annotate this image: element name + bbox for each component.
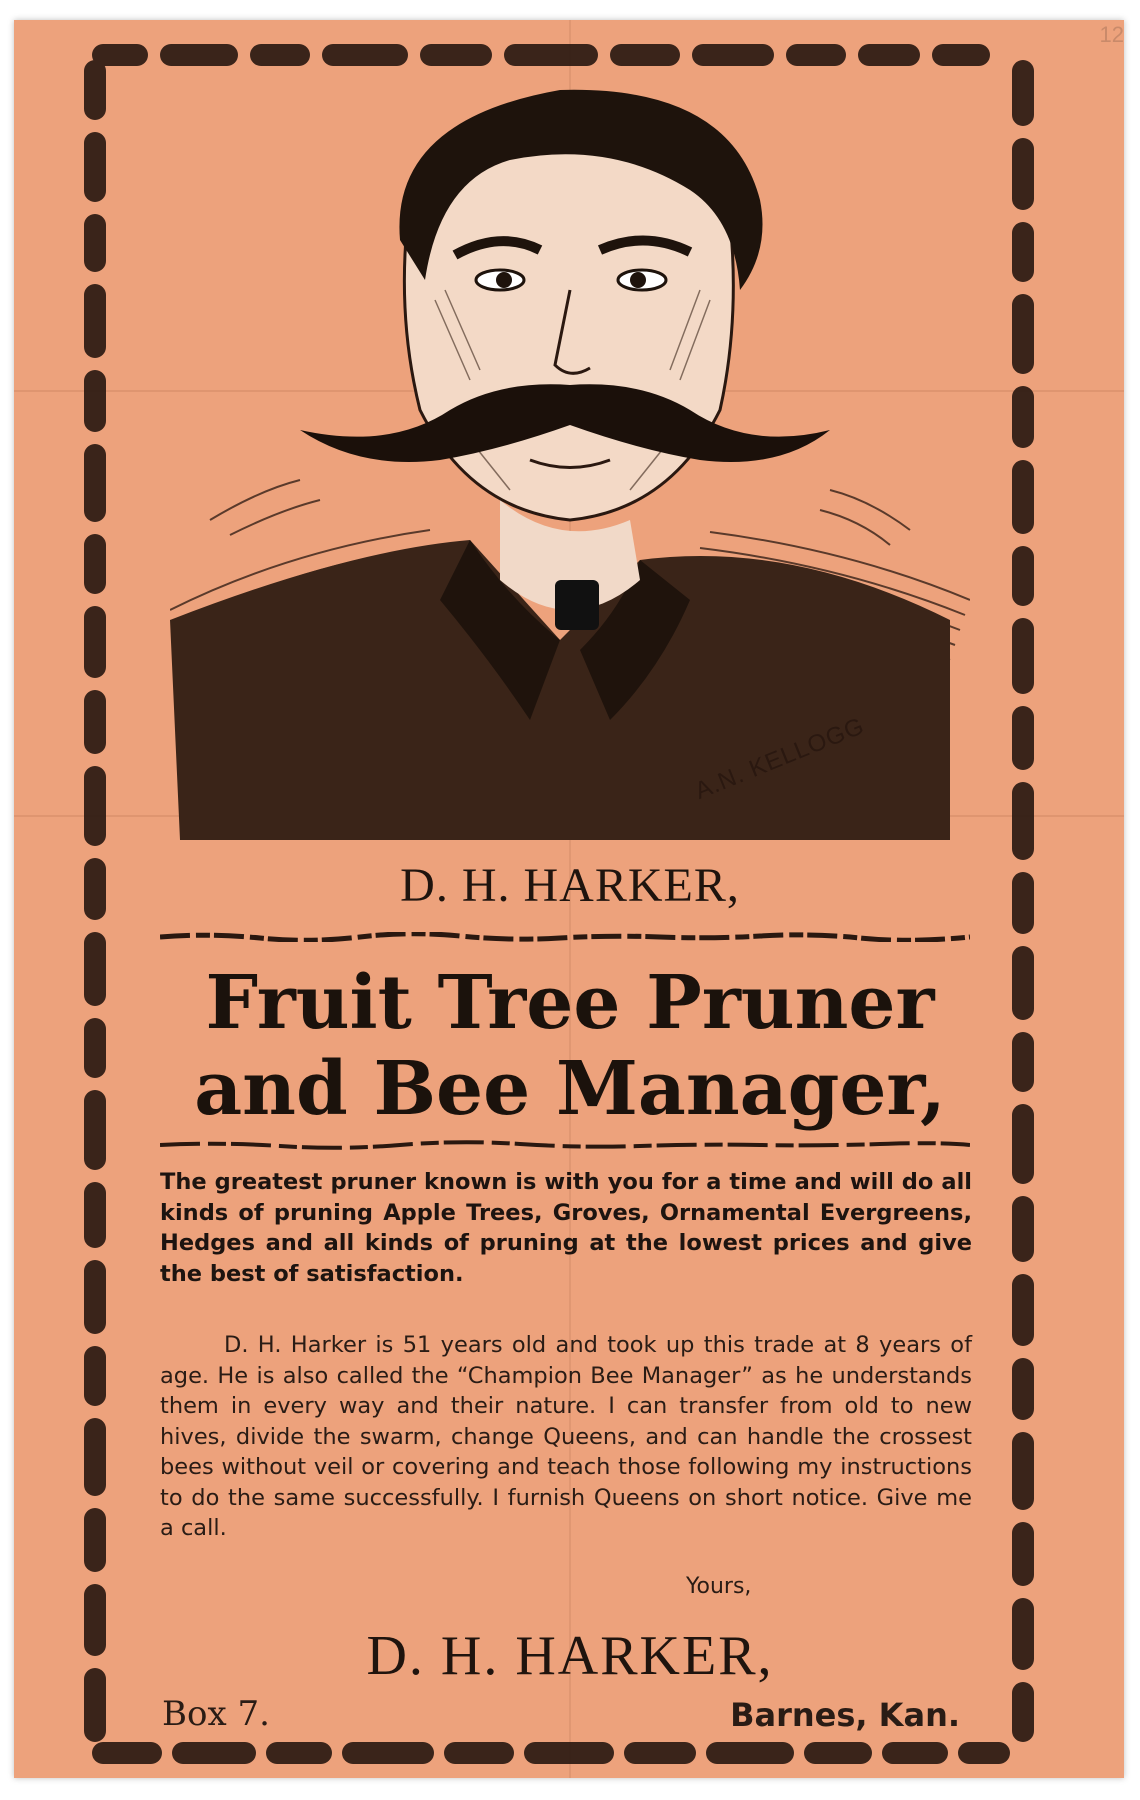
divider-rule <box>160 1140 970 1150</box>
box-number: Box 7. <box>162 1694 270 1734</box>
body-paragraph: D. H. Harker is 51 years old and took up this trade at 8 years of age. He is also called the “Champion Bee Manager” as he understands them in every way and their nature. I can transfer from old to new hives, divide the swarm, change Queens, and can handle the crossest bees without veil or covering and teach those following my instructions to do the same successfully. I furnish Queens on short notice. Give me a call. <box>160 1332 972 1541</box>
divider-rule <box>160 932 970 942</box>
name-heading: D. H. HARKER, <box>400 859 740 912</box>
headline-line1: Fruit Tree Pruner <box>205 960 935 1046</box>
headline-line2: and Bee Manager, <box>194 1046 946 1132</box>
artist-signature: A.N. KELLOGG <box>691 712 869 805</box>
closing-text: Yours, <box>686 1574 752 1599</box>
signature-name: D. H. HARKER, <box>366 1625 774 1687</box>
corner-note: 12 <box>1099 22 1124 47</box>
location-text: Barnes, Kan. <box>730 1696 960 1734</box>
intro-paragraph: The greatest pruner known is with you for a time and will do all kinds of pruning Apple Trees, Groves, Ornamental Evergreens, Hedges and all kinds of pruning at the lowest prices and give the best of satisfaction. <box>160 1169 972 1287</box>
